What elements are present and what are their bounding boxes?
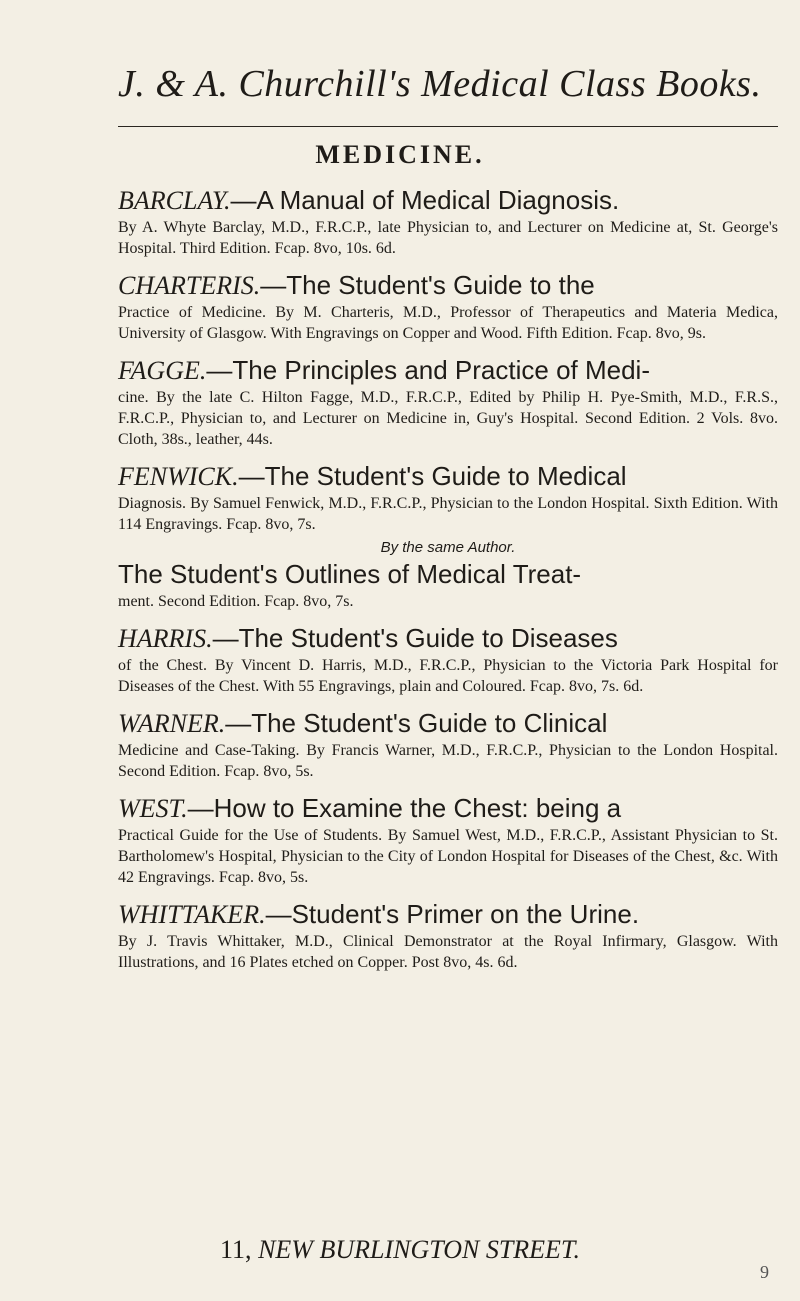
entry-title: [118, 269, 778, 302]
entry-title: [118, 792, 778, 825]
entry-author: WHITTAKER.: [118, 900, 266, 929]
book-entry: [118, 792, 778, 888]
entry-title-text: —The Principles and Practice of Medi-: [206, 355, 650, 385]
book-entry: [118, 622, 778, 697]
entry-description: of the Chest. By Vincent D. Harris, M.D., F.R.C.P., Physician to the Victoria Park Hospital for Diseases of the Chest. With 55 Engravings, plain and Coloured. Fcap. 8vo, 7s. 6d.: [118, 657, 778, 695]
entry-author: WARNER.: [118, 709, 226, 738]
entries-list: [118, 184, 778, 983]
page-mark: 9: [760, 1262, 769, 1282]
entry-description: By A. Whyte Barclay, M.D., F.R.C.P., late Physician to, and Lecturer on Medicine at, St. George's Hospital. Third Edition. Fcap. 8vo, 10s. 6d.: [118, 219, 778, 257]
entry-title: [118, 354, 778, 387]
entry-title-text: —The Student's Guide to the: [260, 270, 595, 300]
book-entry: [118, 354, 778, 450]
entry-description: Practical Guide for the Use of Students. By Samuel West, M.D., F.R.C.P., Assistant Physician to St. Bartholomew's Hospital, Physician to the City of London Hospital for Diseases of the Chest, &c. With 42 Engravings. Fcap. 8vo, 5s.: [118, 827, 778, 886]
publisher-header: J. & A. Churchill's Medical Class Books.: [118, 63, 762, 105]
entry-title: [118, 622, 778, 655]
by-same-author-note: By the same Author.: [380, 539, 516, 556]
entry-title-text: —Student's Primer on the Urine.: [265, 899, 640, 929]
street-name: NEW BURLINGTON STREET.: [258, 1235, 580, 1264]
header-rule: [118, 126, 778, 127]
entry-extra-description: ment. Second Edition. Fcap. 8vo, 7s.: [118, 593, 354, 610]
entry-author: CHARTERIS.: [118, 271, 261, 300]
entry-description: Practice of Medicine. By M. Charteris, M.D., Professor of Therapeutics and Materia Medica, University of Glasgow. With Engravings on Copper and Wood. Fifth Edition. Fcap. 8vo, 9s.: [118, 304, 778, 342]
entry-title-text: —A Manual of Medical Diagnosis.: [230, 185, 620, 215]
entry-author: HARRIS.: [118, 624, 213, 653]
entry-description: cine. By the late C. Hilton Fagge, M.D., F.R.C.P., Edited by Philip H. Pye-Smith, M.D., F.R.S., F.R.C.P., Physician to, and Lecturer on Medicine in, Guy's Hospital. Second Edition. 2 Vols. 8vo. Cloth, 38s., leather, 44s.: [118, 389, 778, 448]
entry-title: [118, 460, 778, 493]
entry-description: Medicine and Case-Taking. By Francis Warner, M.D., F.R.C.P., Physician to the London Hospital. Second Edition. Fcap. 8vo, 5s.: [118, 742, 778, 780]
entry-title-text: —The Student's Guide to Clinical: [225, 708, 608, 738]
entry-title: [118, 898, 778, 931]
publisher-address: [0, 1235, 800, 1265]
section-heading: MEDICINE.: [315, 140, 485, 169]
entry-extra-title: The Student's Outlines of Medical Treat-: [118, 559, 582, 589]
book-entry: [118, 898, 778, 973]
entry-author: FENWICK.: [118, 462, 239, 491]
entry-title-text: —The Student's Guide to Medical: [238, 461, 627, 491]
entry-title: [118, 184, 778, 217]
book-entry: [118, 269, 778, 344]
book-entry: [118, 460, 778, 612]
book-entry: [118, 707, 778, 782]
entry-title: [118, 707, 778, 740]
street-number: 11,: [220, 1235, 252, 1264]
entry-author: FAGGE.: [118, 356, 207, 385]
entry-title-text: —The Student's Guide to Diseases: [212, 623, 618, 653]
entry-title-text: —How to Examine the Chest: being a: [187, 793, 622, 823]
entry-author: WEST.: [118, 794, 188, 823]
entry-description: Diagnosis. By Samuel Fenwick, M.D., F.R.C.P., Physician to the London Hospital. Sixth Edition. With 114 Engravings. Fcap. 8vo, 7s.: [118, 495, 778, 533]
book-entry: [118, 184, 778, 259]
entry-description: By J. Travis Whittaker, M.D., Clinical Demonstrator at the Royal Infirmary, Glasgow. With Illustrations, and 16 Plates etched on Copper. Post 8vo, 4s. 6d.: [118, 933, 778, 971]
entry-author: BARCLAY.: [118, 186, 231, 215]
